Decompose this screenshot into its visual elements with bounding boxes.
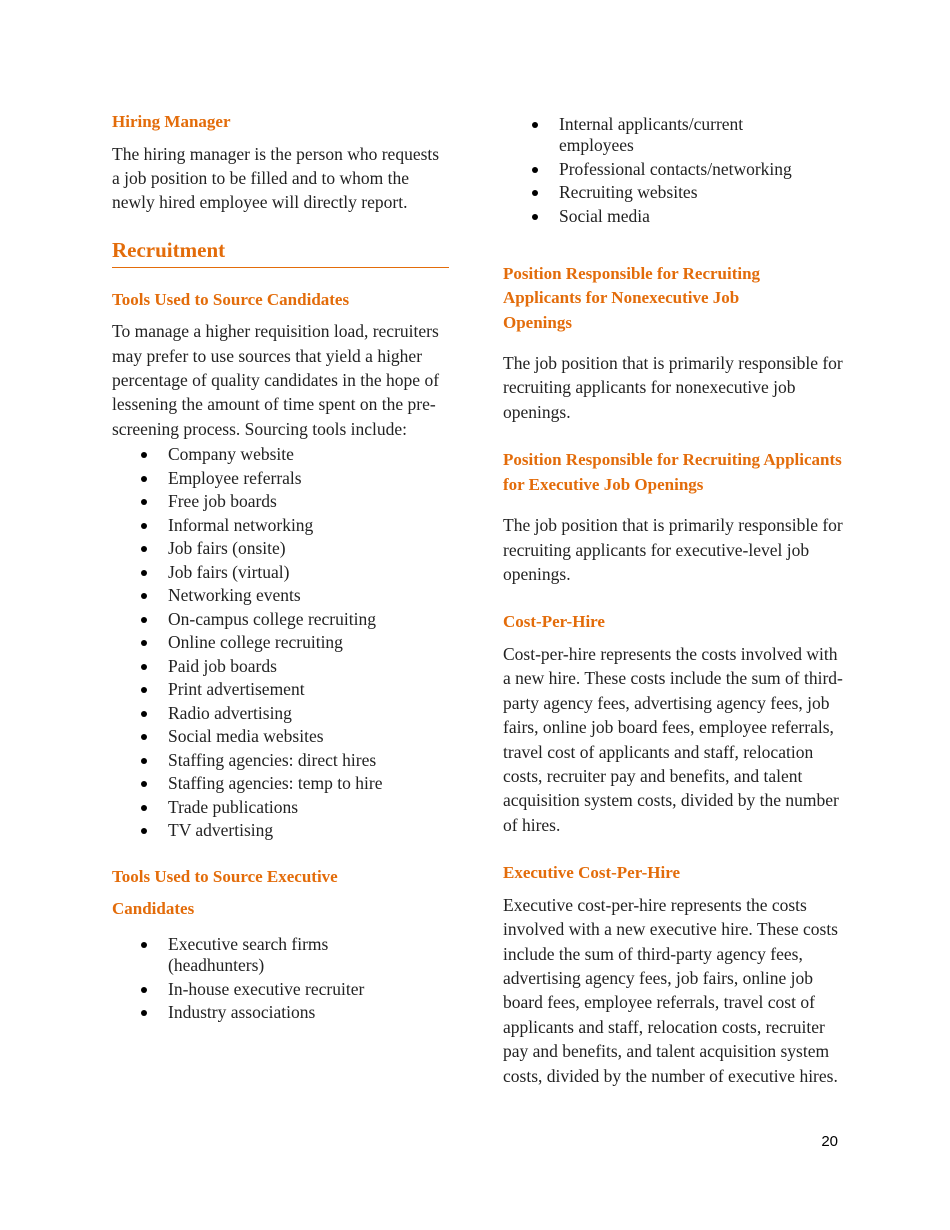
list-item: Recruiting websites <box>503 182 843 203</box>
exec-sourcing-tools-list <box>112 934 449 1023</box>
list-item: Staffing agencies: direct hires <box>112 750 449 771</box>
list-item: Online college recruiting <box>112 632 449 653</box>
right-column <box>503 110 843 1088</box>
list-item: Radio advertising <box>112 703 449 724</box>
tools-body: To manage a higher requisition load, recruiters may prefer to use sources that yield a higher percentage of quality candidates in the hope of lessening the amount of time spent on the pre-screening process. Sourcing tools include: <box>112 321 440 439</box>
list-item: Industry associations <box>112 1002 449 1023</box>
list-item: Print advertisement <box>112 679 449 700</box>
exec-tools-heading-line2: Candidates <box>112 899 195 919</box>
exec-position-body: The job position that is primarily responsible for recruiting applicants for executive-level job openings. <box>503 515 843 585</box>
list-item: Social media <box>503 206 843 227</box>
list-item: Company website <box>112 444 449 465</box>
list-item: Trade publications <box>112 797 449 818</box>
cost-per-hire-heading: Cost-Per-Hire <box>503 612 605 632</box>
list-item: Internal applicants/current employees <box>503 114 843 156</box>
list-item: Employee referrals <box>112 468 449 489</box>
nonexec-position-heading: Position Responsible for Recruiting Applicants for Nonexecutive Job Openings <box>503 263 761 332</box>
list-item: Job fairs (virtual) <box>112 562 449 583</box>
list-item: Informal networking <box>112 515 449 536</box>
list-item: Professional contacts/networking <box>503 159 843 180</box>
list-item: Social media websites <box>112 726 449 747</box>
exec-cost-per-hire-body: Executive cost-per-hire represents the costs involved with a new executive hire. These costs include the sum of third-party agency fees, advertising agency fees, job fairs, online job board fees, employee referrals, travel cost of applicants and staff, relocation costs, recruiter pay and benefits, and talent acquisition system costs, divided by the number of executive hires. <box>503 894 838 1086</box>
exec-cost-per-hire-heading: Executive Cost-Per-Hire <box>503 863 681 883</box>
list-item: On-campus college recruiting <box>112 609 449 630</box>
list-item: Executive search firms (headhunters) <box>112 934 449 976</box>
nonexec-position-body: The job position that is primarily responsible for recruiting applicants for nonexecutive job openings. <box>503 353 843 422</box>
list-item: Networking events <box>112 585 449 606</box>
hiring-manager-body: The hiring manager is the person who requests a job position to be filled and to whom the newly hired employee will directly report. <box>112 143 440 213</box>
continued-sourcing-list <box>503 114 843 227</box>
exec-position-heading: Position Responsible for Recruiting Applicants for Executive Job Openings <box>503 450 842 494</box>
list-item: TV advertising <box>112 820 449 841</box>
cost-per-hire-body: Cost-per-hire represents the costs involved with a new hire. These costs include the sum of third-party agency fees, advertising agency fees, job fairs, online job board fees, employee referrals, travel cost of applicants and staff, relocation costs, recruiter pay and benefits, and talent acquisition system costs, divided by the number of hires. <box>503 643 843 835</box>
page-number: 20 <box>821 1133 838 1150</box>
sourcing-tools-list <box>112 444 449 841</box>
recruitment-heading: Recruitment <box>112 237 449 268</box>
list-item: In-house executive recruiter <box>112 979 449 1000</box>
exec-tools-heading-line1: Tools Used to Source Executive <box>112 867 338 887</box>
list-item: Staffing agencies: temp to hire <box>112 773 449 794</box>
list-item: Paid job boards <box>112 656 449 677</box>
tools-heading: Tools Used to Source Candidates <box>112 289 350 309</box>
left-column <box>112 110 449 1026</box>
hiring-manager-heading: Hiring Manager <box>112 112 231 131</box>
exec-tools-heading <box>112 861 449 925</box>
list-item: Job fairs (onsite) <box>112 538 449 559</box>
list-item: Free job boards <box>112 491 449 512</box>
